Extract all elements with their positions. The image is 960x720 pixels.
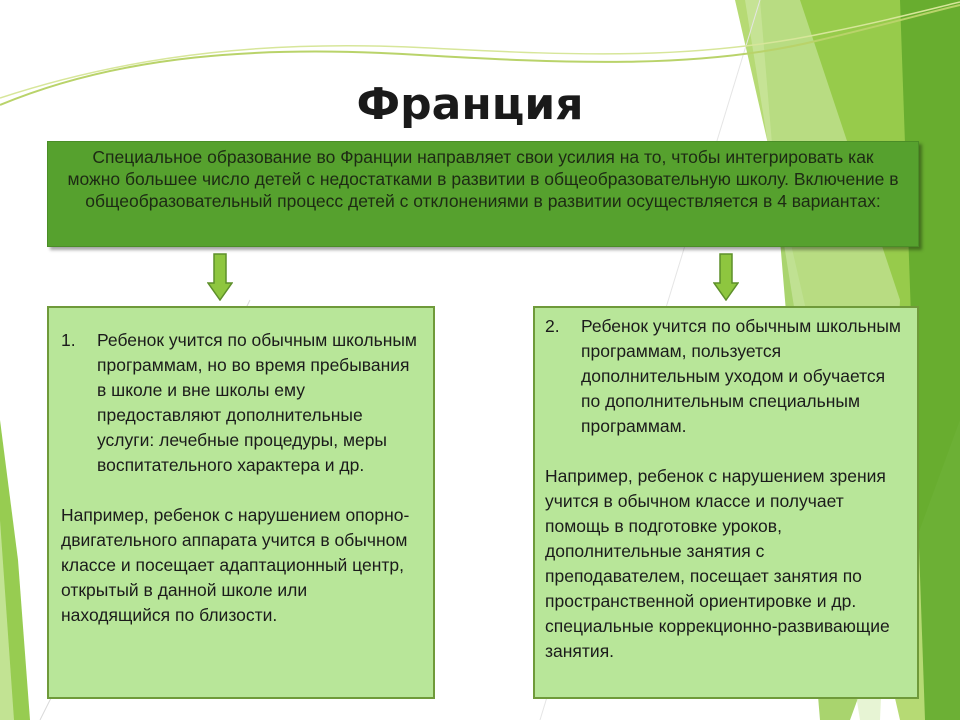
variant-number: 1.	[61, 330, 76, 350]
page-title: Франция	[356, 79, 584, 130]
arrow-down-icon	[713, 253, 739, 301]
arrow-down-icon	[207, 253, 233, 301]
variant-example: Например, ребенок с нарушением опорно-двигательного аппарата учится в обычном классе и посещает адаптационный центр, открытый в данной школе или находящийся по близости.	[61, 505, 410, 625]
variant-example: Например, ребенок с нарушением зрения учится в обычном классе и получает помощь в подготовке уроков, дополнительные занятия с преподавателем, посещает занятия по пространственной ориентировке и др. специальные коррекционно-развивающие занятия.	[545, 466, 890, 661]
variant-description: Ребенок учится по обычным школьным программам, но во время пребывания в школе и вне школы ему предоставляют дополнительные услуги: лечебные процедуры, меры воспитательного характера и др.	[97, 330, 417, 475]
intro-banner: Специальное образование во Франции направляет свои усилия на то, чтобы интегрировать как можно большее число детей с недостатками в развитии в общеобразовательную школу. Включение в общеобразовательный процесс детей с отклонениями в развитии осуществляется в 4 вариантах:	[47, 141, 919, 247]
variant-item-1	[61, 328, 421, 478]
variant-description: Ребенок учится по обычным школьным программам, пользуется дополнительным уходом и обучается по дополнительным специальным программам.	[581, 316, 901, 436]
variant-box-2	[533, 306, 919, 699]
variant-number: 2.	[545, 316, 560, 336]
variant-box-1	[47, 306, 435, 699]
variant-item-2	[545, 314, 907, 439]
